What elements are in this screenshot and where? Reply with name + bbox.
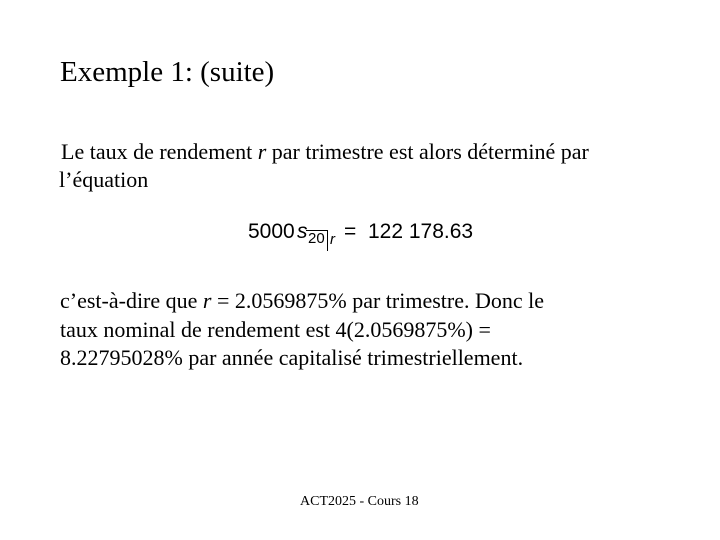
result-line1-rest: = 2.0569875% par trimestre. Donc le [211, 288, 545, 313]
slide-footer: ACT2025 - Cours 18 [300, 494, 419, 509]
slide-title: Exemple 1: (suite) [60, 56, 275, 88]
paragraph-intro [61, 138, 661, 194]
equation-equals: = [344, 220, 357, 243]
result-line3: 8.22795028% par année capitalisé trimestriellement. [60, 345, 524, 370]
paragraph-result [60, 287, 660, 373]
intro-text-start: Le taux de rendement [61, 139, 258, 164]
result-line2: taux nominal de rendement est 4(2.0569875%) = [60, 316, 491, 342]
equation-subscript-rate: r [330, 231, 335, 248]
intro-text-line2: l’équation [59, 167, 149, 192]
equation-subscript-n: 20 [308, 230, 325, 247]
equation-rhs: 122 178.63 [368, 220, 474, 243]
equation-symbol: s [297, 220, 308, 243]
result-rate-variable: r [202, 288, 212, 313]
intro-text-end: par trimestre est alors déterminé par [266, 139, 589, 164]
rate-variable: r [257, 139, 267, 164]
result-prefix: c’est-à-dire que [60, 288, 203, 313]
equation-coefficient: 5000 [248, 220, 295, 243]
